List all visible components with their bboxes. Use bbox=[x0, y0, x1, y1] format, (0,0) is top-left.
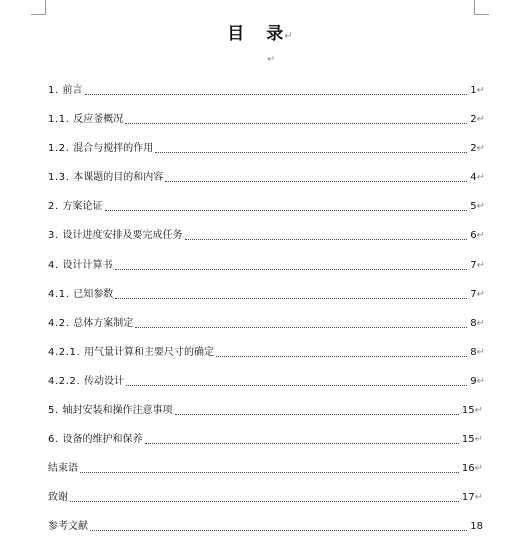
toc-entry[interactable] bbox=[48, 197, 485, 213]
paragraph-mark-icon: ↵ bbox=[476, 347, 485, 358]
paragraph-mark-icon: ↵ bbox=[267, 54, 276, 65]
toc-entry-text: 前言 bbox=[62, 85, 83, 96]
toc-entry-text: 致谢 bbox=[48, 492, 68, 503]
toc-entry-label bbox=[48, 172, 163, 184]
toc-entry[interactable] bbox=[48, 459, 483, 475]
toc-entry-text: 方案论证 bbox=[62, 201, 103, 212]
toc-entry-number: 3. bbox=[48, 230, 63, 241]
dot-leader bbox=[155, 152, 467, 153]
toc-page-number: 18 bbox=[470, 521, 483, 532]
toc-entry-text: 用气量计算和主要尺寸的确定 bbox=[84, 347, 215, 358]
toc-page-number: 2 bbox=[470, 143, 477, 154]
toc-entry-label bbox=[48, 405, 173, 417]
toc-entry-label bbox=[48, 521, 88, 533]
toc-entry-number: 4.2.2. bbox=[48, 376, 85, 387]
toc-entry-text: 轴封安装和操作注意事项 bbox=[62, 405, 173, 416]
toc-entry-page bbox=[462, 405, 483, 417]
toc-entry[interactable] bbox=[48, 81, 485, 97]
toc-entry-text: 结束语 bbox=[48, 463, 78, 474]
paragraph-mark-icon: ↵ bbox=[476, 114, 485, 125]
toc-entry-page bbox=[470, 172, 485, 184]
toc-entry-page bbox=[470, 318, 485, 330]
toc-entry-page bbox=[470, 85, 485, 97]
toc-entry-page bbox=[462, 434, 483, 446]
toc-entry-number: 4.2. bbox=[48, 318, 74, 329]
toc-entry-page bbox=[470, 114, 485, 126]
toc-entry-number: 6. bbox=[48, 434, 63, 445]
paragraph-mark-icon: ↵ bbox=[476, 172, 485, 183]
toc-entry-page bbox=[462, 492, 483, 504]
toc-entry-text: 参考文献 bbox=[48, 521, 88, 532]
toc-entry-text: 本课题的目的和内容 bbox=[73, 172, 164, 183]
toc-entry-label bbox=[48, 318, 133, 330]
toc-page-number: 1 bbox=[470, 85, 477, 96]
toc-entry-label bbox=[48, 347, 214, 359]
toc-entry-label bbox=[48, 463, 78, 475]
dot-leader bbox=[125, 123, 467, 124]
toc-entry-number: 1.1. bbox=[48, 114, 74, 125]
toc-entry-number: 4.2.1. bbox=[48, 347, 85, 358]
toc-title-char-1: 目 bbox=[227, 24, 245, 44]
toc-entry-page bbox=[470, 289, 485, 301]
toc-entry-page bbox=[470, 201, 485, 213]
toc-entry-number: 2. bbox=[48, 201, 63, 212]
paragraph-mark-icon: ↵ bbox=[474, 434, 483, 445]
toc-page-number: 5 bbox=[470, 201, 477, 212]
toc-entry-text: 传动设计 bbox=[84, 376, 125, 387]
toc-entry-page bbox=[470, 230, 485, 242]
toc-entry-text: 设备的维护和保养 bbox=[62, 434, 143, 445]
toc-entry[interactable] bbox=[48, 343, 485, 359]
toc-page-number: 8 bbox=[470, 318, 477, 329]
dot-leader bbox=[90, 530, 467, 531]
paragraph-mark-icon: ↵ bbox=[476, 376, 485, 387]
dot-leader bbox=[80, 472, 459, 473]
dot-leader bbox=[135, 327, 467, 328]
toc-entry-text: 设计计算书 bbox=[62, 260, 113, 271]
crop-mark-top-right bbox=[474, 0, 489, 15]
dot-leader bbox=[70, 501, 459, 502]
toc-title bbox=[0, 19, 520, 44]
paragraph-mark-icon: ↵ bbox=[476, 230, 485, 241]
toc-entry[interactable] bbox=[48, 372, 485, 388]
dot-leader bbox=[145, 443, 459, 444]
toc-entry-text: 混合与搅拌的作用 bbox=[73, 143, 154, 154]
toc-entry-label bbox=[48, 114, 123, 126]
toc-entry-label bbox=[48, 434, 143, 446]
dot-leader bbox=[175, 414, 459, 415]
toc-entry-text: 反应釜概况 bbox=[73, 114, 124, 125]
toc-page-number: 8 bbox=[470, 347, 477, 358]
toc-page-number: 7 bbox=[470, 289, 477, 300]
toc-entry-label bbox=[48, 85, 83, 97]
toc-page-number: 4 bbox=[470, 172, 477, 183]
dot-leader bbox=[126, 385, 467, 386]
paragraph-mark-icon: ↵ bbox=[284, 31, 293, 42]
paragraph-mark-icon: ↵ bbox=[476, 143, 485, 154]
toc-entry-text: 已知参数 bbox=[73, 289, 114, 300]
toc-entry[interactable] bbox=[48, 488, 483, 504]
toc-entry-page bbox=[470, 376, 485, 388]
paragraph-mark-icon: ↵ bbox=[474, 405, 483, 416]
toc-entry[interactable] bbox=[48, 517, 483, 533]
toc-entry-text: 设计进度安排及要完成任务 bbox=[62, 230, 183, 241]
toc-entry-number: 4. bbox=[48, 260, 63, 271]
toc-title-char-2: 录 bbox=[266, 24, 284, 44]
toc-entry-label bbox=[48, 260, 113, 272]
dot-leader bbox=[185, 239, 468, 240]
toc-page-number: 15 bbox=[461, 405, 475, 416]
toc-entry[interactable] bbox=[48, 285, 485, 301]
toc-entry-label bbox=[48, 492, 68, 504]
dot-leader bbox=[105, 210, 468, 211]
toc-entry-label bbox=[48, 289, 113, 301]
crop-mark-top-left bbox=[31, 0, 46, 15]
toc-entry-label bbox=[48, 201, 103, 213]
toc-entry-page bbox=[470, 521, 483, 533]
dot-leader bbox=[115, 298, 467, 299]
toc-entry-page bbox=[470, 260, 485, 272]
paragraph-mark-icon: ↵ bbox=[474, 463, 483, 474]
toc-entry-label bbox=[48, 230, 183, 242]
toc-entry-page bbox=[470, 143, 485, 155]
paragraph-mark-icon: ↵ bbox=[476, 260, 485, 271]
toc-page-number: 7 bbox=[470, 260, 477, 271]
toc-page-number: 16 bbox=[461, 463, 475, 474]
toc-entry-page bbox=[462, 463, 483, 475]
paragraph-mark-icon: ↵ bbox=[476, 318, 485, 329]
toc-entry[interactable] bbox=[48, 168, 485, 184]
toc-page-number: 6 bbox=[470, 230, 477, 241]
toc-entry[interactable] bbox=[48, 139, 485, 155]
dot-leader bbox=[165, 181, 467, 182]
paragraph-mark-icon: ↵ bbox=[476, 85, 485, 96]
toc-entry-label bbox=[48, 143, 153, 155]
toc-entry-number: 4.1. bbox=[48, 289, 74, 300]
toc-entry-page bbox=[470, 347, 485, 359]
toc-entry-number: 1. bbox=[48, 85, 63, 96]
toc-entry[interactable] bbox=[48, 226, 485, 242]
toc-entry-number: 1.3. bbox=[48, 172, 74, 183]
paragraph-mark-icon: ↵ bbox=[476, 201, 485, 212]
paragraph-mark-icon: ↵ bbox=[474, 492, 483, 503]
toc-entry-text: 总体方案制定 bbox=[73, 318, 134, 329]
toc-page-number: 17 bbox=[461, 492, 475, 503]
toc-page-number: 9 bbox=[470, 376, 477, 387]
dot-leader bbox=[216, 356, 467, 357]
dot-leader bbox=[115, 269, 468, 270]
toc-page-number: 2 bbox=[470, 114, 477, 125]
paragraph-mark-icon: ↵ bbox=[476, 289, 485, 300]
toc-entry[interactable] bbox=[48, 110, 485, 126]
toc-entry-label bbox=[48, 376, 124, 388]
toc-entry-number: 5. bbox=[48, 405, 63, 416]
toc-entry[interactable] bbox=[48, 401, 483, 417]
toc-entry[interactable] bbox=[48, 430, 483, 446]
toc-page-number: 15 bbox=[461, 434, 475, 445]
dot-leader bbox=[85, 94, 468, 95]
toc-entry[interactable] bbox=[48, 314, 485, 330]
toc-entry[interactable] bbox=[48, 256, 485, 272]
toc-entry-number: 1.2. bbox=[48, 143, 74, 154]
